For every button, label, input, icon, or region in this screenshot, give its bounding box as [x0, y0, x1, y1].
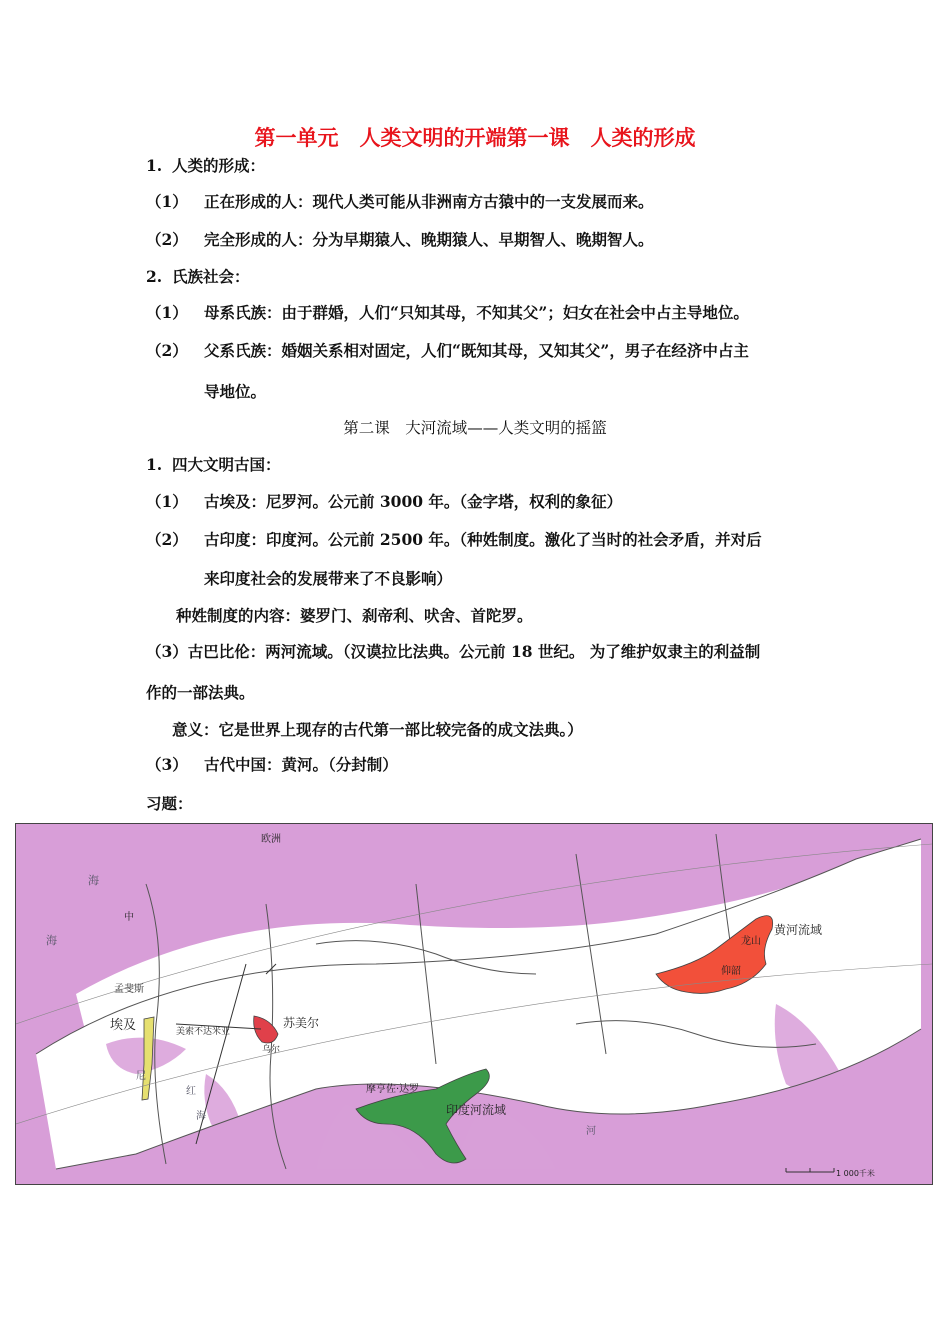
civilizations-map — [15, 823, 933, 1185]
section1-number: 1. — [146, 156, 163, 175]
lesson2-title: 第二课 大河流域——人类文明的摇篮 — [343, 419, 607, 437]
list-item-continuation: 导地位。 — [204, 382, 267, 401]
map-label-mesopotamia: 美索不达米亚 — [176, 1027, 231, 1037]
list-item — [146, 228, 654, 250]
map-label-europe: 欧洲 — [261, 834, 281, 845]
list-item-china — [146, 753, 398, 775]
item-number: （3） — [146, 642, 188, 661]
item-number: （1） — [146, 192, 188, 211]
map-label-indus: 印度河流域 — [446, 1103, 507, 1117]
map-label-egypt: 埃及 — [110, 1018, 137, 1033]
map-label-sumer: 苏美尔 — [283, 1016, 320, 1030]
list-item-continuation: 作的一部法典。 — [146, 683, 255, 702]
map-label-sea-1: 海 — [88, 874, 99, 887]
item-text: 父系氏族：婚姻关系相对固定，人们“既知其母，又知其父”，男子在经济中占主 — [204, 341, 749, 360]
item-text: 母系氏族：由于群婚，人们“只知其母，不知其父”；妇女在社会中占主导地位。 — [204, 303, 749, 322]
page-title: 第一单元 人类文明的开端第一课 人类的形成 — [254, 125, 696, 150]
item-number: （3） — [146, 755, 188, 774]
item-text: 古巴比伦：两河流域。（汉谟拉比法典。公元前 18 世纪。 为了维护奴隶主的利益制 — [187, 642, 761, 661]
item-number: （1） — [146, 492, 188, 511]
map-label-longshan: 龙山 — [741, 936, 761, 947]
item-number: （1） — [146, 303, 188, 322]
list-item-babylon — [146, 640, 760, 662]
map-label-memphis: 孟斐斯 — [114, 984, 144, 995]
map-svg — [16, 824, 932, 1184]
map-label-nile: 尼 — [136, 1071, 146, 1082]
section2-number: 2. — [146, 267, 163, 286]
map-label-red-2: 海 — [196, 1111, 206, 1122]
map-scale-label: 1 000千米 — [836, 1169, 875, 1178]
item-number: （2） — [146, 230, 188, 249]
item-number: （2） — [146, 341, 188, 360]
item-text: 正在形成的人：现代人类可能从非洲南方古猿中的一支发展而来。 — [204, 192, 654, 211]
map-label-red-1: 红 — [186, 1086, 196, 1097]
map-scale-bar — [786, 1168, 834, 1172]
item-number: （2） — [146, 530, 188, 549]
list-item-india — [146, 528, 762, 550]
list-item — [146, 339, 749, 361]
list-item-egypt — [146, 490, 622, 512]
list-item-continuation: 来印度社会的发展带来了不良影响） — [204, 569, 453, 588]
caste-text: 种姓制度的内容：婆罗门、刹帝利、吠舍、首陀罗。 — [176, 606, 533, 625]
section1-heading-text: 人类的形成： — [172, 156, 266, 175]
item-text: 完全形成的人：分为早期猿人、晚期猿人、早期智人、晚期智人。 — [204, 230, 654, 249]
map-label-yangshao: 仰韶 — [721, 966, 741, 977]
list-item — [146, 301, 749, 323]
map-label-yellow-river: 黄河流域 — [774, 923, 823, 937]
section3-heading — [146, 453, 281, 475]
map-label-mediterranean: 中 — [124, 912, 134, 923]
item-text: 古埃及：尼罗河。公元前 3000 年。（金字塔，权利的象征） — [204, 492, 623, 511]
section1-heading — [146, 154, 265, 176]
item-text: 古印度：印度河。公元前 2500 年。（种姓制度。激化了当时的社会矛盾，并对后 — [204, 530, 762, 549]
map-label-mohenjodaro: 摩亨佐·达罗 — [366, 1084, 420, 1095]
list-item — [146, 190, 654, 212]
section2-heading — [146, 265, 250, 287]
exercise-label: 习题： — [146, 794, 193, 813]
meaning-text: 意义：它是世界上现存的古代第一部比较完备的成文法典。） — [172, 720, 583, 739]
section3-number: 1. — [146, 455, 163, 474]
item-text: 古代中国：黄河。（分封制） — [204, 755, 398, 774]
map-label-river: 河 — [586, 1126, 596, 1137]
section2-heading-text: 氏族社会： — [172, 267, 250, 286]
map-label-sea-2: 海 — [46, 934, 57, 947]
map-label-ur: 乌尔 — [262, 1045, 281, 1055]
section3-heading-text: 四大文明古国： — [172, 455, 281, 474]
